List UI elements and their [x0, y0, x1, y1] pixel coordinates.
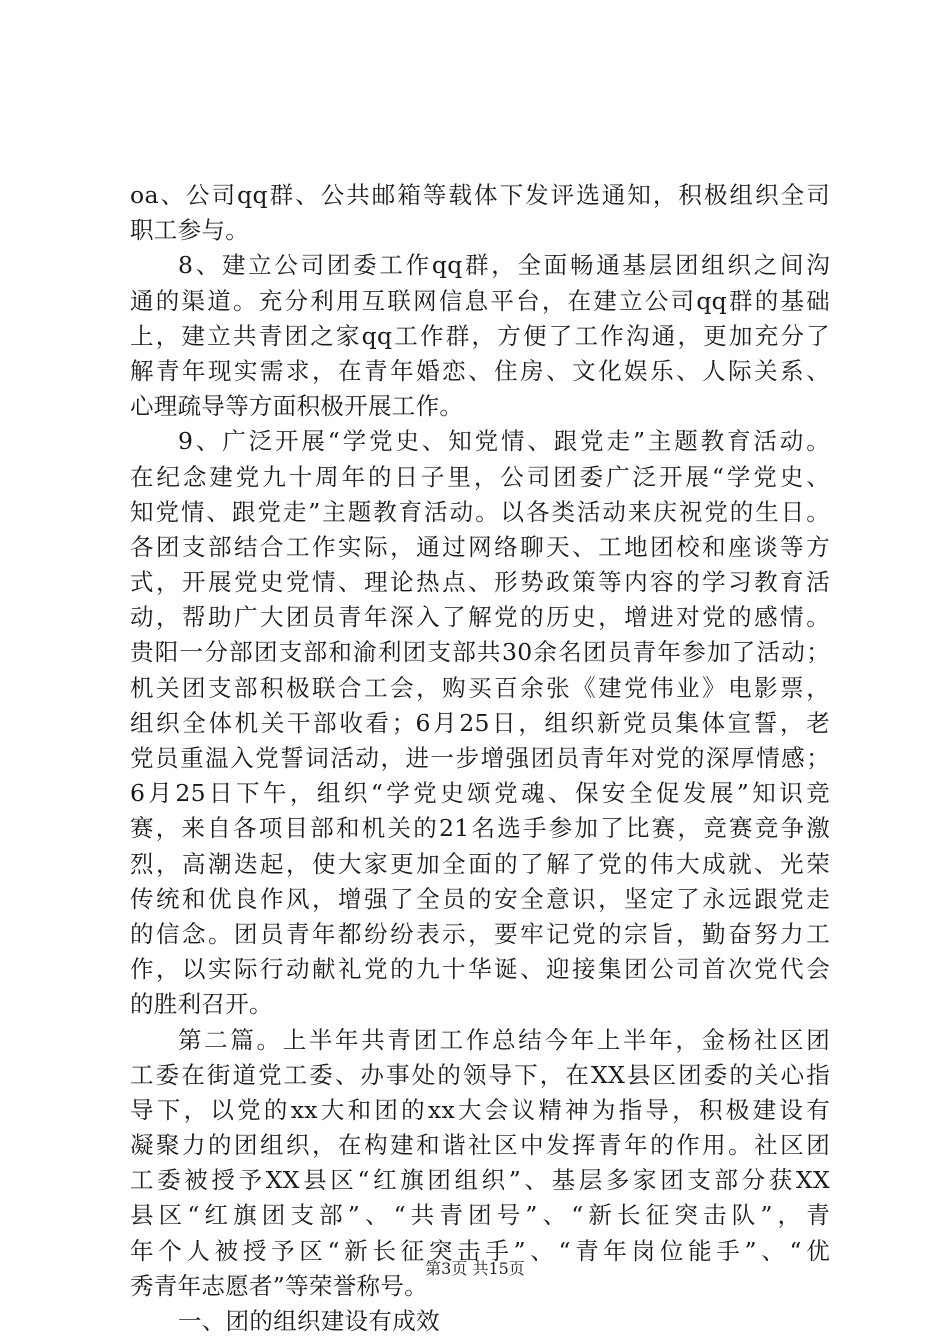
text-line: 9、广泛开展“学党史、知党情、跟党走”主题教育活动。 [178, 427, 830, 456]
text-line: 贵阳一分部团支部和渝利团支部共30余名团员青年参加了活动； [130, 638, 830, 667]
text-line: 赛，来自各项目部和机关的21名选手参加了比赛，竞赛竞争激 [130, 814, 830, 843]
text-line: 组织全体机关干部收看；6月25日，组织新党员集体宣誓，老 [130, 708, 830, 737]
text-line: oa、公司qq群、公共邮箱等载体下发评选通知，积极组织全司 [130, 181, 830, 209]
text-line: 解青年现实需求，在青年婚恋、住房、文化娱乐、人际关系、 [130, 356, 830, 385]
text-line: 8、建立公司团委工作qq群，全面畅通基层团组织之间沟 [178, 251, 830, 280]
text-line: 心理疏导等方面积极开展工作。 [130, 392, 464, 421]
text-line: 工委在街道党工委、办事处的领导下，在XX县区团委的关心指 [130, 1060, 830, 1089]
text-line: 各团支部结合工作实际，通过网络聊天、工地团校和座谈等方 [130, 532, 830, 561]
text-line: 作，以实际行动献礼党的九十华诞、迎接集团公司首次党代会 [130, 955, 830, 984]
document-body [130, 178, 830, 1339]
text-line: 县区“红旗团支部”、“共青团号”、“新长征突击队”，青 [130, 1201, 830, 1230]
text-line: 上，建立共青团之家qq工作群，方便了工作沟通，更加充分了 [130, 321, 830, 350]
text-line: 知党情、跟党走”主题教育活动。以各类活动来庆祝党的生日。 [130, 497, 830, 526]
text-line: 凝聚力的团组织，在构建和谐社区中发挥青年的作用。社区团 [130, 1131, 830, 1160]
text-line: 6月25日下午，组织“学党史颂党魂、保安全促发展”知识竞 [130, 779, 830, 808]
text-line: 导下，以党的xx大和团的xx大会议精神为指导，积极建设有 [130, 1095, 830, 1124]
text-line: 通的渠道。充分利用互联网信息平台，在建立公司qq群的基础 [130, 286, 830, 315]
text-line: 动，帮助广大团员青年深入了解党的历史，增进对党的感情。 [130, 603, 830, 632]
text-line: 职工参与。 [130, 216, 249, 245]
text-line: 在纪念建党九十周年的日子里，公司团委广泛开展“学党史、 [130, 462, 830, 491]
text-line: 的胜利召开。 [130, 990, 273, 1019]
text-line: 第二篇。上半年共青团工作总结今年上半年，金杨社区团 [178, 1025, 830, 1054]
text-line: 年个人被授予区“新长征突击手”、“青年岗位能手”、“优 [130, 1236, 830, 1265]
text-line: 秀青年志愿者”等荣誉称号。 [130, 1271, 428, 1300]
page-footer: 第3页 共15页 [425, 1259, 525, 1278]
text-line: 传统和优良作风，增强了全员的安全意识，坚定了永远跟党走 [130, 884, 830, 913]
text-line: 党员重温入党誓词活动，进一步增强团员青年对党的深厚情感； [130, 744, 830, 772]
text-line: 式，开展党史党情、理论热点、形势政策等内容的学习教育活 [130, 568, 830, 597]
text-line: 机关团支部积极联合工会，购买百余张《建党伟业》电影票， [130, 673, 830, 702]
text-line: 一、团的组织建设有成效 [178, 1307, 440, 1335]
text-line: 工委被授予XX县区“红旗团组织”、基层多家团支部分获XX [130, 1166, 830, 1195]
text-line: 的信念。团员青年都纷纷表示，要牢记党的宗旨，勤奋努力工 [130, 919, 830, 948]
text-line: 烈，高潮迭起，使大家更加全面的了解了党的伟大成就、光荣 [130, 849, 830, 878]
